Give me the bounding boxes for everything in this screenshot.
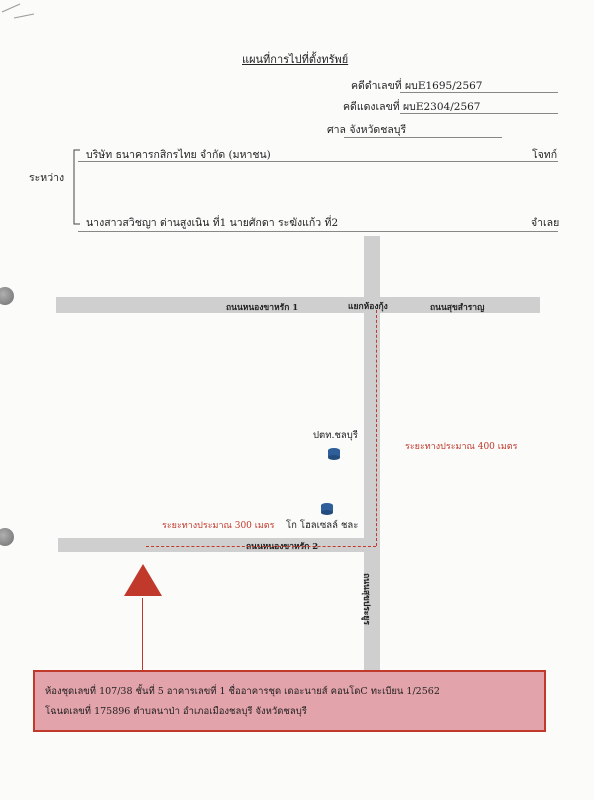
black-case-number: คดีดำเลขที่ ผบE1695/2567 <box>351 80 483 92</box>
hole-punch-bottom <box>0 528 14 546</box>
distance-horizontal-label: ระยะทางประมาณ 300 เมตร <box>162 521 275 531</box>
plaintiff-line <box>78 161 558 162</box>
property-marker-icon <box>122 562 164 598</box>
junction-label: แยกห้องกุ้ง <box>348 302 388 312</box>
marker-pointer-line <box>142 598 143 670</box>
landmark-go-icon <box>320 502 334 516</box>
between-label: ระหว่าง <box>29 172 65 184</box>
property-line-2: โฉนดเลขที่ 175896 ตำบลนาป่า อำเภอเมืองชลบุรี จังหวัดชลบุรี <box>45 706 307 717</box>
distance-vertical-label: ระยะทางประมาณ 400 เมตร <box>405 442 518 452</box>
defendant-name: นางสาวสวิชญา ด่านสูงเนิน ที่1 นายศักดา ระฆังแก้ว ที่2 <box>86 217 339 229</box>
property-line-1: ห้องชุดเลขที่ 107/38 ชั้นที่ 5 อาคารเลขที่ 1 ชื่ออาคารชุด เดอะนายส์ คอนโดC ทะเบียน 1/2562 <box>45 686 440 697</box>
route-vertical <box>376 310 377 546</box>
defendant-role: จำเลย <box>531 217 560 229</box>
road-top-left-label: ถนนหนองขาหรัก 1 <box>226 303 299 313</box>
defendant-line <box>78 231 558 232</box>
road-bottom-label: ถนนหนองขาหรัก 2 <box>246 542 319 552</box>
plaintiff-role: โจทก์ <box>532 149 558 161</box>
road-top-right-label: ถนนสุขสำราญ <box>430 303 485 313</box>
property-box <box>33 670 546 732</box>
black-case-line <box>400 92 558 93</box>
red-case-line <box>400 113 558 114</box>
plaintiff-name: บริษัท ธนาคารกสิกรไทย จำกัด (มหาชน) <box>86 149 271 161</box>
corner-scribble <box>0 0 60 30</box>
route-horizontal <box>146 546 376 547</box>
party-bracket <box>68 148 82 228</box>
red-case-number: คดีแดงเลขที่ ผบE2304/2567 <box>343 101 481 113</box>
road-vertical-label: ถนนสุขประยูร <box>360 573 371 625</box>
landmark-ptt-label: ปตท.ชลบุรี <box>313 430 358 441</box>
landmark-ptt-icon <box>327 447 341 461</box>
hole-punch-top <box>0 287 14 305</box>
page-title: แผนที่การไปที่ตั้งทรัพย์ <box>242 53 349 66</box>
road-bottom <box>58 538 365 552</box>
landmark-go-label: โก โฮลเซลล์ ชละ <box>286 520 359 531</box>
court-name: ศาล จังหวัดชลบุรี <box>327 124 407 136</box>
court-line <box>344 137 502 138</box>
